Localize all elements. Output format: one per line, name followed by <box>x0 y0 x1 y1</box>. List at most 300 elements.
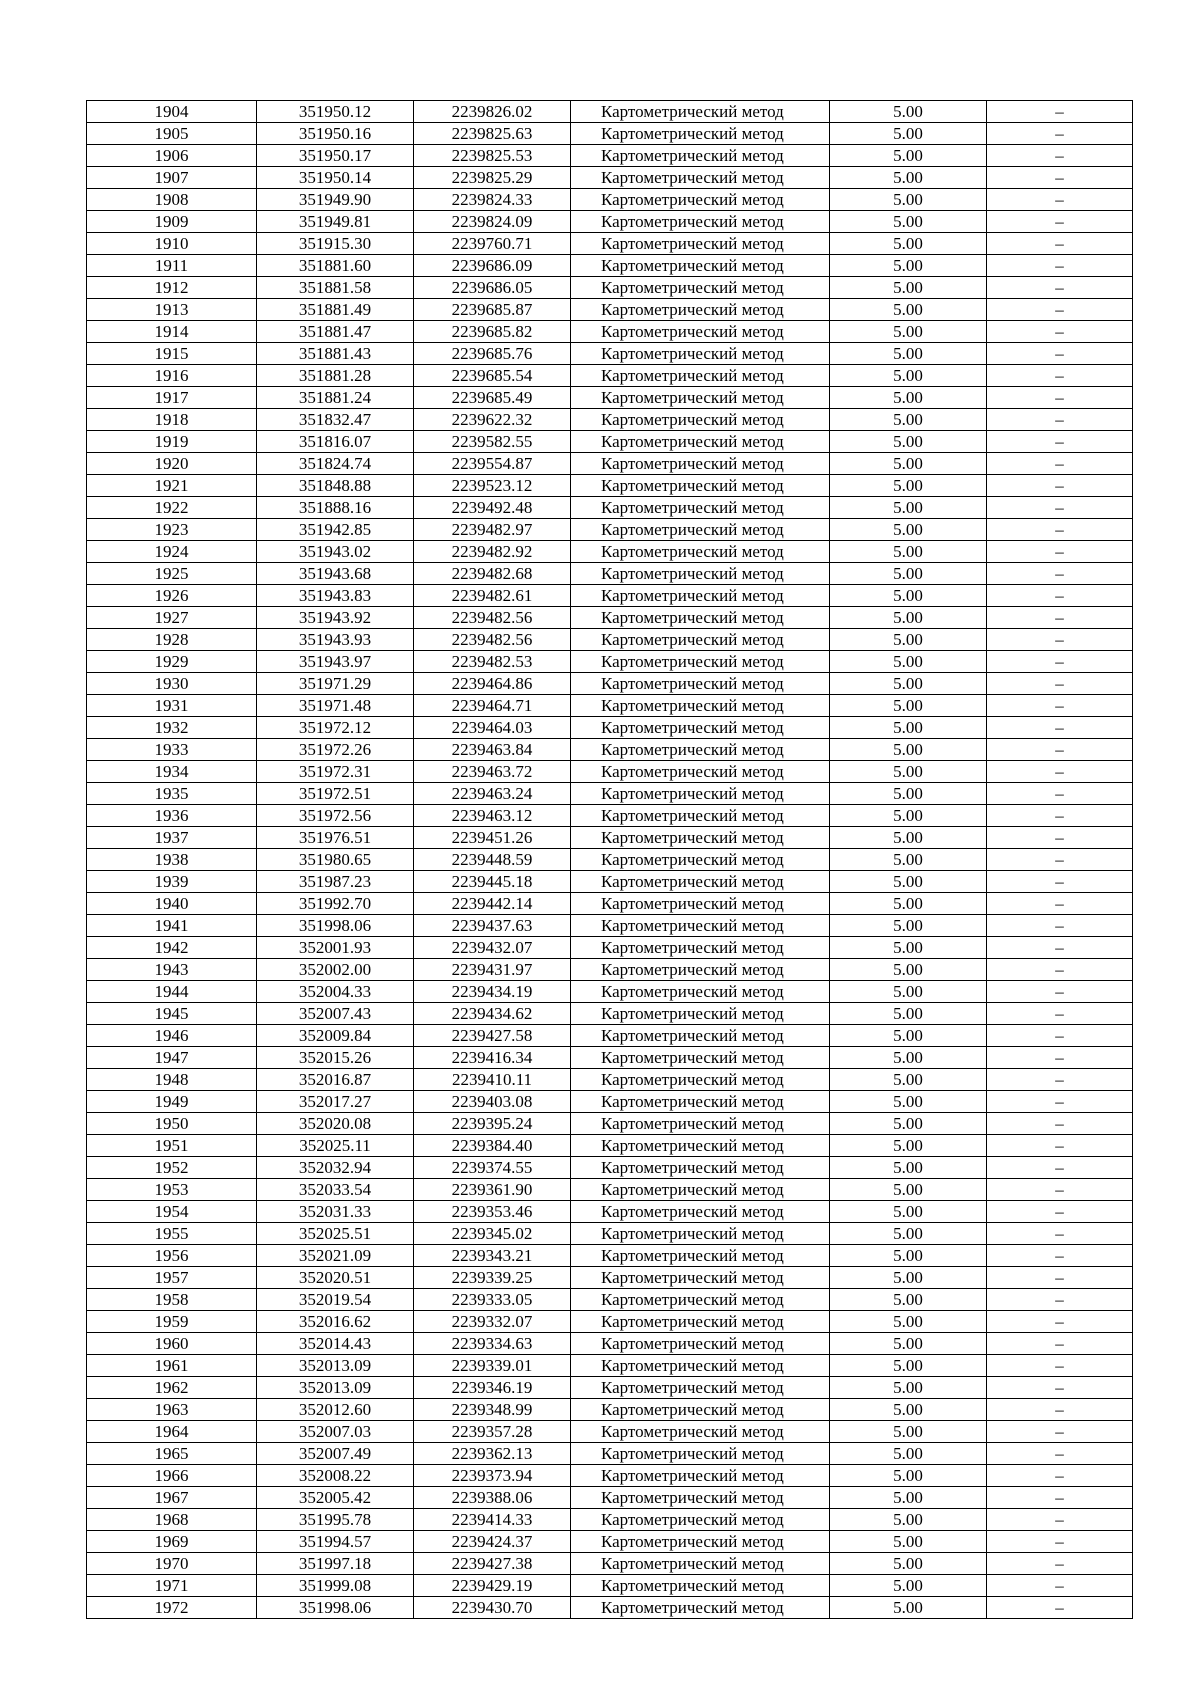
x-coordinate-cell: 351950.16 <box>257 123 414 145</box>
point-number-cell: 1947 <box>87 1047 257 1069</box>
x-coordinate-cell: 351943.02 <box>257 541 414 563</box>
x-coordinate-cell: 352017.27 <box>257 1091 414 1113</box>
accuracy-cell: 5.00 <box>830 277 987 299</box>
method-cell: Картометрический метод <box>571 1465 830 1487</box>
accuracy-cell: 5.00 <box>830 959 987 981</box>
description-cell: – <box>987 387 1133 409</box>
y-coordinate-cell: 2239448.59 <box>414 849 571 871</box>
method-cell: Картометрический метод <box>571 1201 830 1223</box>
table-row <box>87 453 1133 475</box>
description-cell: – <box>987 607 1133 629</box>
description-cell: – <box>987 321 1133 343</box>
x-coordinate-cell: 352033.54 <box>257 1179 414 1201</box>
point-number-cell: 1951 <box>87 1135 257 1157</box>
method-cell: Картометрический метод <box>571 739 830 761</box>
point-number-cell: 1949 <box>87 1091 257 1113</box>
table-row <box>87 585 1133 607</box>
x-coordinate-cell: 352025.11 <box>257 1135 414 1157</box>
x-coordinate-cell: 352005.42 <box>257 1487 414 1509</box>
table-row <box>87 1509 1133 1531</box>
y-coordinate-cell: 2239395.24 <box>414 1113 571 1135</box>
table-row <box>87 1157 1133 1179</box>
y-coordinate-cell: 2239825.53 <box>414 145 571 167</box>
accuracy-cell: 5.00 <box>830 1311 987 1333</box>
method-cell: Картометрический метод <box>571 1113 830 1135</box>
accuracy-cell: 5.00 <box>830 1355 987 1377</box>
table-row <box>87 563 1133 585</box>
point-number-cell: 1938 <box>87 849 257 871</box>
x-coordinate-cell: 351972.56 <box>257 805 414 827</box>
y-coordinate-cell: 2239824.09 <box>414 211 571 233</box>
table-row <box>87 255 1133 277</box>
method-cell: Картометрический метод <box>571 1509 830 1531</box>
method-cell: Картометрический метод <box>571 651 830 673</box>
point-number-cell: 1904 <box>87 101 257 123</box>
x-coordinate-cell: 351950.14 <box>257 167 414 189</box>
description-cell: – <box>987 519 1133 541</box>
method-cell: Картометрический метод <box>571 453 830 475</box>
method-cell: Картометрический метод <box>571 1399 830 1421</box>
point-number-cell: 1968 <box>87 1509 257 1531</box>
description-cell: – <box>987 189 1133 211</box>
description-cell: – <box>987 695 1133 717</box>
method-cell: Картометрический метод <box>571 431 830 453</box>
description-cell: – <box>987 1311 1133 1333</box>
method-cell: Картометрический метод <box>571 409 830 431</box>
point-number-cell: 1950 <box>87 1113 257 1135</box>
method-cell: Картометрический метод <box>571 1179 830 1201</box>
method-cell: Картометрический метод <box>571 497 830 519</box>
table-row <box>87 915 1133 937</box>
point-number-cell: 1971 <box>87 1575 257 1597</box>
y-coordinate-cell: 2239357.28 <box>414 1421 571 1443</box>
description-cell: – <box>987 805 1133 827</box>
y-coordinate-cell: 2239339.25 <box>414 1267 571 1289</box>
description-cell: – <box>987 761 1133 783</box>
point-number-cell: 1925 <box>87 563 257 585</box>
description-cell: – <box>987 453 1133 475</box>
x-coordinate-cell: 351881.60 <box>257 255 414 277</box>
x-coordinate-cell: 351994.57 <box>257 1531 414 1553</box>
method-cell: Картометрический метод <box>571 915 830 937</box>
y-coordinate-cell: 2239482.56 <box>414 607 571 629</box>
x-coordinate-cell: 352013.09 <box>257 1355 414 1377</box>
description-cell: – <box>987 849 1133 871</box>
description-cell: – <box>987 343 1133 365</box>
point-number-cell: 1972 <box>87 1597 257 1619</box>
table-row <box>87 717 1133 739</box>
y-coordinate-cell: 2239464.86 <box>414 673 571 695</box>
point-number-cell: 1907 <box>87 167 257 189</box>
accuracy-cell: 5.00 <box>830 915 987 937</box>
method-cell: Картометрический метод <box>571 1311 830 1333</box>
y-coordinate-cell: 2239388.06 <box>414 1487 571 1509</box>
method-cell: Картометрический метод <box>571 1003 830 1025</box>
accuracy-cell: 5.00 <box>830 541 987 563</box>
table-row <box>87 1399 1133 1421</box>
table-row <box>87 277 1133 299</box>
y-coordinate-cell: 2239464.71 <box>414 695 571 717</box>
accuracy-cell: 5.00 <box>830 299 987 321</box>
point-number-cell: 1910 <box>87 233 257 255</box>
x-coordinate-cell: 352020.08 <box>257 1113 414 1135</box>
y-coordinate-cell: 2239427.38 <box>414 1553 571 1575</box>
y-coordinate-cell: 2239451.26 <box>414 827 571 849</box>
table-row <box>87 1465 1133 1487</box>
y-coordinate-cell: 2239424.37 <box>414 1531 571 1553</box>
point-number-cell: 1941 <box>87 915 257 937</box>
point-number-cell: 1912 <box>87 277 257 299</box>
table-row <box>87 475 1133 497</box>
table-row <box>87 365 1133 387</box>
description-cell: – <box>987 211 1133 233</box>
point-number-cell: 1930 <box>87 673 257 695</box>
method-cell: Картометрический метод <box>571 827 830 849</box>
method-cell: Картометрический метод <box>571 629 830 651</box>
table-row <box>87 959 1133 981</box>
point-number-cell: 1960 <box>87 1333 257 1355</box>
table-row <box>87 1421 1133 1443</box>
description-cell: – <box>987 717 1133 739</box>
x-coordinate-cell: 351888.16 <box>257 497 414 519</box>
accuracy-cell: 5.00 <box>830 1597 987 1619</box>
table-row <box>87 1201 1133 1223</box>
point-number-cell: 1920 <box>87 453 257 475</box>
method-cell: Картометрический метод <box>571 1047 830 1069</box>
x-coordinate-cell: 351881.24 <box>257 387 414 409</box>
method-cell: Картометрический метод <box>571 343 830 365</box>
point-number-cell: 1929 <box>87 651 257 673</box>
x-coordinate-cell: 351998.06 <box>257 1597 414 1619</box>
method-cell: Картометрический метод <box>571 717 830 739</box>
point-number-cell: 1906 <box>87 145 257 167</box>
point-number-cell: 1923 <box>87 519 257 541</box>
description-cell: – <box>987 1201 1133 1223</box>
accuracy-cell: 5.00 <box>830 1553 987 1575</box>
method-cell: Картометрический метод <box>571 585 830 607</box>
x-coordinate-cell: 351980.65 <box>257 849 414 871</box>
method-cell: Картометрический метод <box>571 365 830 387</box>
description-cell: – <box>987 431 1133 453</box>
y-coordinate-cell: 2239685.87 <box>414 299 571 321</box>
y-coordinate-cell: 2239826.02 <box>414 101 571 123</box>
y-coordinate-cell: 2239361.90 <box>414 1179 571 1201</box>
method-cell: Картометрический метод <box>571 387 830 409</box>
y-coordinate-cell: 2239384.40 <box>414 1135 571 1157</box>
table-row <box>87 101 1133 123</box>
method-cell: Картометрический метод <box>571 233 830 255</box>
x-coordinate-cell: 351824.74 <box>257 453 414 475</box>
y-coordinate-cell: 2239416.34 <box>414 1047 571 1069</box>
table-row <box>87 651 1133 673</box>
y-coordinate-cell: 2239622.32 <box>414 409 571 431</box>
y-coordinate-cell: 2239463.24 <box>414 783 571 805</box>
table-row <box>87 519 1133 541</box>
x-coordinate-cell: 352031.33 <box>257 1201 414 1223</box>
point-number-cell: 1959 <box>87 1311 257 1333</box>
method-cell: Картометрический метод <box>571 123 830 145</box>
description-cell: – <box>987 981 1133 1003</box>
point-number-cell: 1958 <box>87 1289 257 1311</box>
point-number-cell: 1914 <box>87 321 257 343</box>
method-cell: Картометрический метод <box>571 1069 830 1091</box>
table-row <box>87 343 1133 365</box>
accuracy-cell: 5.00 <box>830 563 987 585</box>
x-coordinate-cell: 352013.09 <box>257 1377 414 1399</box>
method-cell: Картометрический метод <box>571 1289 830 1311</box>
table-row <box>87 1289 1133 1311</box>
point-number-cell: 1963 <box>87 1399 257 1421</box>
point-number-cell: 1911 <box>87 255 257 277</box>
description-cell: – <box>987 1157 1133 1179</box>
y-coordinate-cell: 2239333.05 <box>414 1289 571 1311</box>
x-coordinate-cell: 351999.08 <box>257 1575 414 1597</box>
point-number-cell: 1955 <box>87 1223 257 1245</box>
accuracy-cell: 5.00 <box>830 167 987 189</box>
x-coordinate-cell: 352007.03 <box>257 1421 414 1443</box>
method-cell: Картометрический метод <box>571 189 830 211</box>
description-cell: – <box>987 167 1133 189</box>
table-row <box>87 1047 1133 1069</box>
method-cell: Картометрический метод <box>571 849 830 871</box>
point-number-cell: 1952 <box>87 1157 257 1179</box>
accuracy-cell: 5.00 <box>830 321 987 343</box>
point-number-cell: 1940 <box>87 893 257 915</box>
x-coordinate-cell: 352007.43 <box>257 1003 414 1025</box>
table-row <box>87 189 1133 211</box>
point-number-cell: 1944 <box>87 981 257 1003</box>
y-coordinate-cell: 2239374.55 <box>414 1157 571 1179</box>
y-coordinate-cell: 2239825.29 <box>414 167 571 189</box>
y-coordinate-cell: 2239434.19 <box>414 981 571 1003</box>
point-number-cell: 1957 <box>87 1267 257 1289</box>
table-row <box>87 937 1133 959</box>
table-row <box>87 1069 1133 1091</box>
description-cell: – <box>987 1333 1133 1355</box>
method-cell: Картометрический метод <box>571 1135 830 1157</box>
point-number-cell: 1935 <box>87 783 257 805</box>
y-coordinate-cell: 2239686.09 <box>414 255 571 277</box>
description-cell: – <box>987 651 1133 673</box>
y-coordinate-cell: 2239463.12 <box>414 805 571 827</box>
x-coordinate-cell: 351943.93 <box>257 629 414 651</box>
x-coordinate-cell: 351832.47 <box>257 409 414 431</box>
accuracy-cell: 5.00 <box>830 123 987 145</box>
x-coordinate-cell: 351949.81 <box>257 211 414 233</box>
x-coordinate-cell: 351972.51 <box>257 783 414 805</box>
x-coordinate-cell: 352008.22 <box>257 1465 414 1487</box>
method-cell: Картометрический метод <box>571 563 830 585</box>
description-cell: – <box>987 1509 1133 1531</box>
x-coordinate-cell: 351943.68 <box>257 563 414 585</box>
method-cell: Картометрический метод <box>571 937 830 959</box>
method-cell: Картометрический метод <box>571 1091 830 1113</box>
table-row <box>87 299 1133 321</box>
table-row <box>87 167 1133 189</box>
x-coordinate-cell: 352016.87 <box>257 1069 414 1091</box>
y-coordinate-cell: 2239685.49 <box>414 387 571 409</box>
x-coordinate-cell: 351950.17 <box>257 145 414 167</box>
description-cell: – <box>987 233 1133 255</box>
table-row <box>87 1025 1133 1047</box>
point-number-cell: 1942 <box>87 937 257 959</box>
description-cell: – <box>987 123 1133 145</box>
y-coordinate-cell: 2239429.19 <box>414 1575 571 1597</box>
method-cell: Картометрический метод <box>571 1377 830 1399</box>
y-coordinate-cell: 2239523.12 <box>414 475 571 497</box>
accuracy-cell: 5.00 <box>830 1245 987 1267</box>
point-number-cell: 1962 <box>87 1377 257 1399</box>
y-coordinate-cell: 2239554.87 <box>414 453 571 475</box>
table-row <box>87 893 1133 915</box>
accuracy-cell: 5.00 <box>830 871 987 893</box>
description-cell: – <box>987 145 1133 167</box>
y-coordinate-cell: 2239345.02 <box>414 1223 571 1245</box>
y-coordinate-cell: 2239414.33 <box>414 1509 571 1531</box>
accuracy-cell: 5.00 <box>830 189 987 211</box>
method-cell: Картометрический метод <box>571 1267 830 1289</box>
point-number-cell: 1909 <box>87 211 257 233</box>
description-cell: – <box>987 101 1133 123</box>
description-cell: – <box>987 959 1133 981</box>
y-coordinate-cell: 2239445.18 <box>414 871 571 893</box>
table-row <box>87 871 1133 893</box>
description-cell: – <box>987 1355 1133 1377</box>
accuracy-cell: 5.00 <box>830 827 987 849</box>
y-coordinate-cell: 2239430.70 <box>414 1597 571 1619</box>
description-cell: – <box>987 277 1133 299</box>
accuracy-cell: 5.00 <box>830 651 987 673</box>
accuracy-cell: 5.00 <box>830 431 987 453</box>
accuracy-cell: 5.00 <box>830 1157 987 1179</box>
method-cell: Картометрический метод <box>571 805 830 827</box>
method-cell: Картометрический метод <box>571 541 830 563</box>
table-row <box>87 1091 1133 1113</box>
y-coordinate-cell: 2239434.62 <box>414 1003 571 1025</box>
accuracy-cell: 5.00 <box>830 1267 987 1289</box>
method-cell: Картометрический метод <box>571 783 830 805</box>
method-cell: Картометрический метод <box>571 211 830 233</box>
method-cell: Картометрический метод <box>571 101 830 123</box>
point-number-cell: 1956 <box>87 1245 257 1267</box>
accuracy-cell: 5.00 <box>830 629 987 651</box>
accuracy-cell: 5.00 <box>830 585 987 607</box>
x-coordinate-cell: 351881.49 <box>257 299 414 321</box>
point-number-cell: 1939 <box>87 871 257 893</box>
table-row <box>87 1531 1133 1553</box>
x-coordinate-cell: 351915.30 <box>257 233 414 255</box>
table-row <box>87 849 1133 871</box>
method-cell: Картометрический метод <box>571 981 830 1003</box>
description-cell: – <box>987 871 1133 893</box>
description-cell: – <box>987 1135 1133 1157</box>
point-number-cell: 1965 <box>87 1443 257 1465</box>
description-cell: – <box>987 497 1133 519</box>
x-coordinate-cell: 351997.18 <box>257 1553 414 1575</box>
accuracy-cell: 5.00 <box>830 1377 987 1399</box>
point-number-cell: 1943 <box>87 959 257 981</box>
x-coordinate-cell: 351972.31 <box>257 761 414 783</box>
accuracy-cell: 5.00 <box>830 1289 987 1311</box>
y-coordinate-cell: 2239824.33 <box>414 189 571 211</box>
description-cell: – <box>987 563 1133 585</box>
description-cell: – <box>987 1465 1133 1487</box>
accuracy-cell: 5.00 <box>830 607 987 629</box>
point-number-cell: 1945 <box>87 1003 257 1025</box>
accuracy-cell: 5.00 <box>830 1443 987 1465</box>
accuracy-cell: 5.00 <box>830 739 987 761</box>
method-cell: Картометрический метод <box>571 321 830 343</box>
y-coordinate-cell: 2239685.54 <box>414 365 571 387</box>
y-coordinate-cell: 2239582.55 <box>414 431 571 453</box>
accuracy-cell: 5.00 <box>830 1333 987 1355</box>
x-coordinate-cell: 352032.94 <box>257 1157 414 1179</box>
y-coordinate-cell: 2239482.68 <box>414 563 571 585</box>
accuracy-cell: 5.00 <box>830 1399 987 1421</box>
table-row <box>87 1135 1133 1157</box>
x-coordinate-cell: 352001.93 <box>257 937 414 959</box>
method-cell: Картометрический метод <box>571 1487 830 1509</box>
y-coordinate-cell: 2239463.84 <box>414 739 571 761</box>
table-row <box>87 123 1133 145</box>
description-cell: – <box>987 255 1133 277</box>
point-number-cell: 1918 <box>87 409 257 431</box>
method-cell: Картометрический метод <box>571 673 830 695</box>
y-coordinate-cell: 2239353.46 <box>414 1201 571 1223</box>
y-coordinate-cell: 2239463.72 <box>414 761 571 783</box>
accuracy-cell: 5.00 <box>830 673 987 695</box>
accuracy-cell: 5.00 <box>830 233 987 255</box>
table-row <box>87 673 1133 695</box>
point-number-cell: 1954 <box>87 1201 257 1223</box>
description-cell: – <box>987 1069 1133 1091</box>
accuracy-cell: 5.00 <box>830 1223 987 1245</box>
method-cell: Картометрический метод <box>571 761 830 783</box>
table-row <box>87 1377 1133 1399</box>
x-coordinate-cell: 351971.29 <box>257 673 414 695</box>
table-row <box>87 739 1133 761</box>
x-coordinate-cell: 351998.06 <box>257 915 414 937</box>
y-coordinate-cell: 2239437.63 <box>414 915 571 937</box>
y-coordinate-cell: 2239482.97 <box>414 519 571 541</box>
table-row <box>87 1487 1133 1509</box>
description-cell: – <box>987 409 1133 431</box>
table-row <box>87 211 1133 233</box>
method-cell: Картометрический метод <box>571 695 830 717</box>
y-coordinate-cell: 2239442.14 <box>414 893 571 915</box>
accuracy-cell: 5.00 <box>830 761 987 783</box>
description-cell: – <box>987 1289 1133 1311</box>
accuracy-cell: 5.00 <box>830 1575 987 1597</box>
description-cell: – <box>987 1113 1133 1135</box>
description-cell: – <box>987 365 1133 387</box>
x-coordinate-cell: 352009.84 <box>257 1025 414 1047</box>
description-cell: – <box>987 1003 1133 1025</box>
description-cell: – <box>987 585 1133 607</box>
x-coordinate-cell: 352002.00 <box>257 959 414 981</box>
description-cell: – <box>987 1443 1133 1465</box>
accuracy-cell: 5.00 <box>830 453 987 475</box>
y-coordinate-cell: 2239685.82 <box>414 321 571 343</box>
method-cell: Картометрический метод <box>571 1157 830 1179</box>
point-number-cell: 1922 <box>87 497 257 519</box>
point-number-cell: 1946 <box>87 1025 257 1047</box>
accuracy-cell: 5.00 <box>830 1091 987 1113</box>
x-coordinate-cell: 351972.12 <box>257 717 414 739</box>
table-row <box>87 1223 1133 1245</box>
y-coordinate-cell: 2239432.07 <box>414 937 571 959</box>
y-coordinate-cell: 2239427.58 <box>414 1025 571 1047</box>
